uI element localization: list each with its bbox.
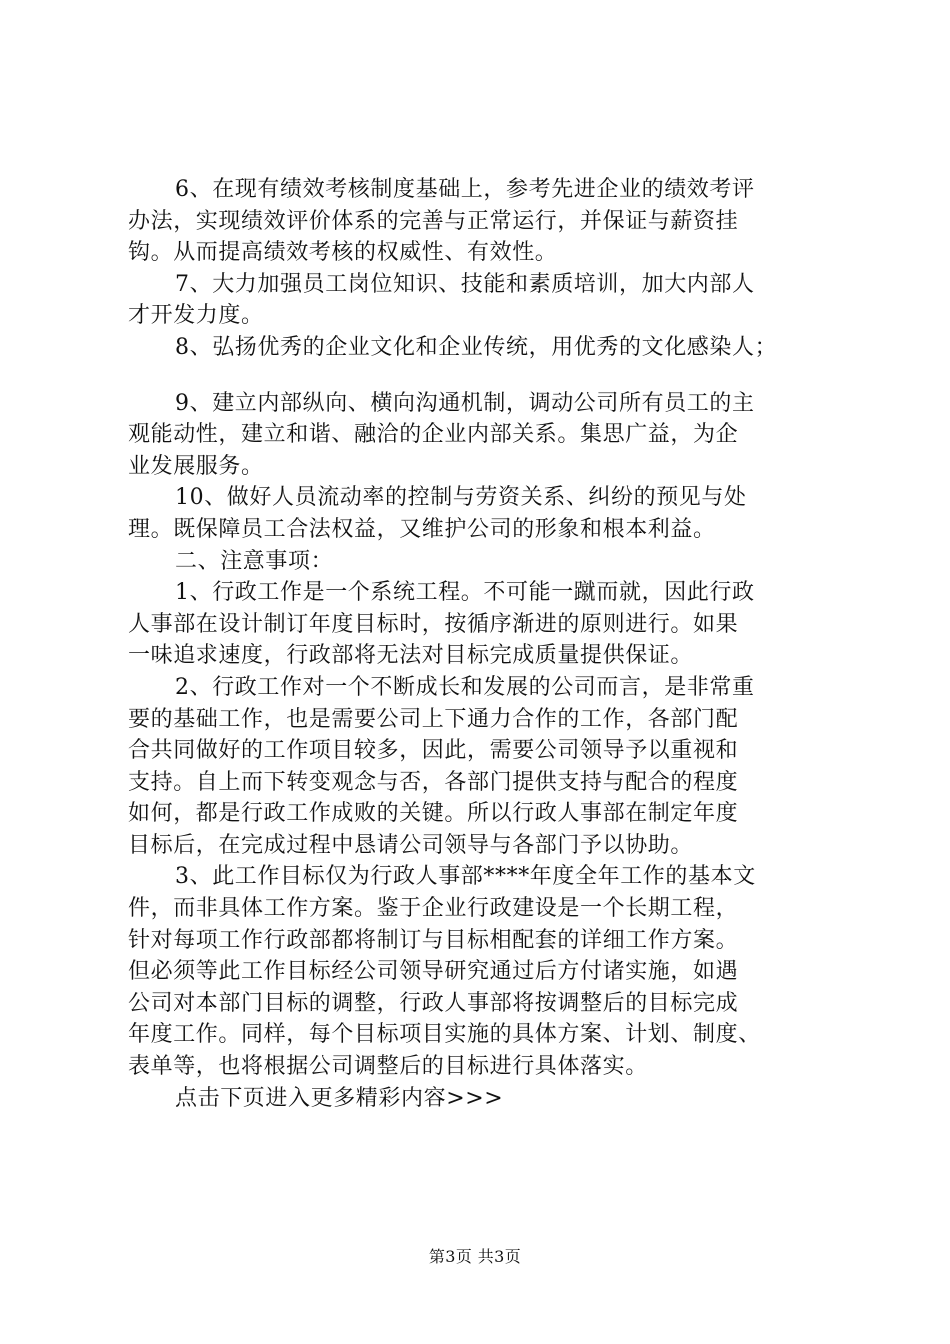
note-3-line-7: 表单等，也将根据公司调整后的目标进行具体落实。 bbox=[128, 1054, 648, 1080]
note-3-line-3: 针对每项工作行政部都将制订与目标相配套的详细工作方案。 bbox=[128, 927, 739, 953]
note-2-line-4: 支持。自上而下转变观念与否，各部门提供支持与配合的程度 bbox=[128, 769, 739, 795]
paragraph-spacer bbox=[128, 364, 848, 388]
paragraph-9-line-1: 9、建立内部纵向、横向沟通机制，调动公司所有员工的主 bbox=[175, 390, 755, 416]
paragraph-7-line-2: 才开发力度。 bbox=[128, 303, 264, 329]
paragraph-10-line-2: 理。既保障员工合法权益，又维护公司的形象和根本利益。 bbox=[128, 516, 716, 542]
note-2-line-1: 2、行政工作对一个不断成长和发展的公司而言，是非常重 bbox=[175, 674, 755, 700]
document-body bbox=[128, 174, 848, 1114]
note-1-line-2: 人事部在设计制订年度目标时，按循序渐进的原则进行。如果 bbox=[128, 611, 739, 637]
note-3-line-5: 公司对本部门目标的调整，行政人事部将按调整后的目标完成 bbox=[128, 990, 739, 1016]
note-2-line-6: 目标后，在完成过程中恳请公司领导与各部门予以协助。 bbox=[128, 832, 694, 858]
note-1-line-1: 1、行政工作是一个系统工程。不可能一蹴而就，因此行政 bbox=[175, 580, 755, 606]
note-3-line-4: 但必须等此工作目标经公司领导研究通过后方付诸实施，如遇 bbox=[128, 959, 739, 985]
paragraph-6-line-2: 办法，实现绩效评价体系的完善与正常运行，并保证与薪资挂 bbox=[128, 208, 739, 234]
note-2-line-3: 合共同做好的工作项目较多，因此，需要公司领导予以重视和 bbox=[128, 738, 739, 764]
paragraph-8-line-1: 8、弘扬优秀的企业文化和企业传统，用优秀的文化感染人； bbox=[175, 334, 778, 360]
page-number-footer: 第3页 共3页 bbox=[428, 1247, 522, 1266]
note-3-line-1: 3、此工作目标仅为行政人事部****年度全年工作的基本文 bbox=[175, 864, 756, 890]
note-2-line-5: 如何，都是行政工作成败的关键。所以行政人事部在制定年度 bbox=[128, 801, 739, 827]
note-3-line-2: 件，而非具体工作方案。鉴于企业行政建设是一个长期工程， bbox=[128, 896, 739, 922]
paragraph-7-line-1: 7、大力加强员工岗位知识、技能和素质培训，加大内部人 bbox=[175, 271, 755, 297]
paragraph-6-line-1: 6、在现有绩效考核制度基础上，参考先进企业的绩效考评 bbox=[175, 177, 755, 202]
note-3-line-6: 年度工作。同样，每个目标项目实施的具体方案、计划、制度、 bbox=[128, 1022, 761, 1048]
next-page-link[interactable]: 点击下页进入更多精彩内容>>> bbox=[175, 1085, 504, 1111]
note-2-line-2: 要的基础工作，也是需要公司上下通力合作的工作，各部门配 bbox=[128, 706, 739, 732]
section-heading-notes: 二、注意事项： bbox=[175, 548, 334, 574]
note-1-line-3: 一味追求速度，行政部将无法对目标完成质量提供保证。 bbox=[128, 643, 694, 669]
paragraph-9-line-2: 观能动性，建立和谐、融洽的企业内部关系。集思广益，为企 bbox=[128, 422, 739, 448]
paragraph-9-line-3: 业发展服务。 bbox=[128, 453, 264, 479]
paragraph-6-line-3: 钩。从而提高绩效考核的权威性、有效性。 bbox=[128, 240, 558, 266]
paragraph-10-line-1: 10、做好人员流动率的控制与劳资关系、纠纷的预见与处 bbox=[175, 485, 747, 511]
